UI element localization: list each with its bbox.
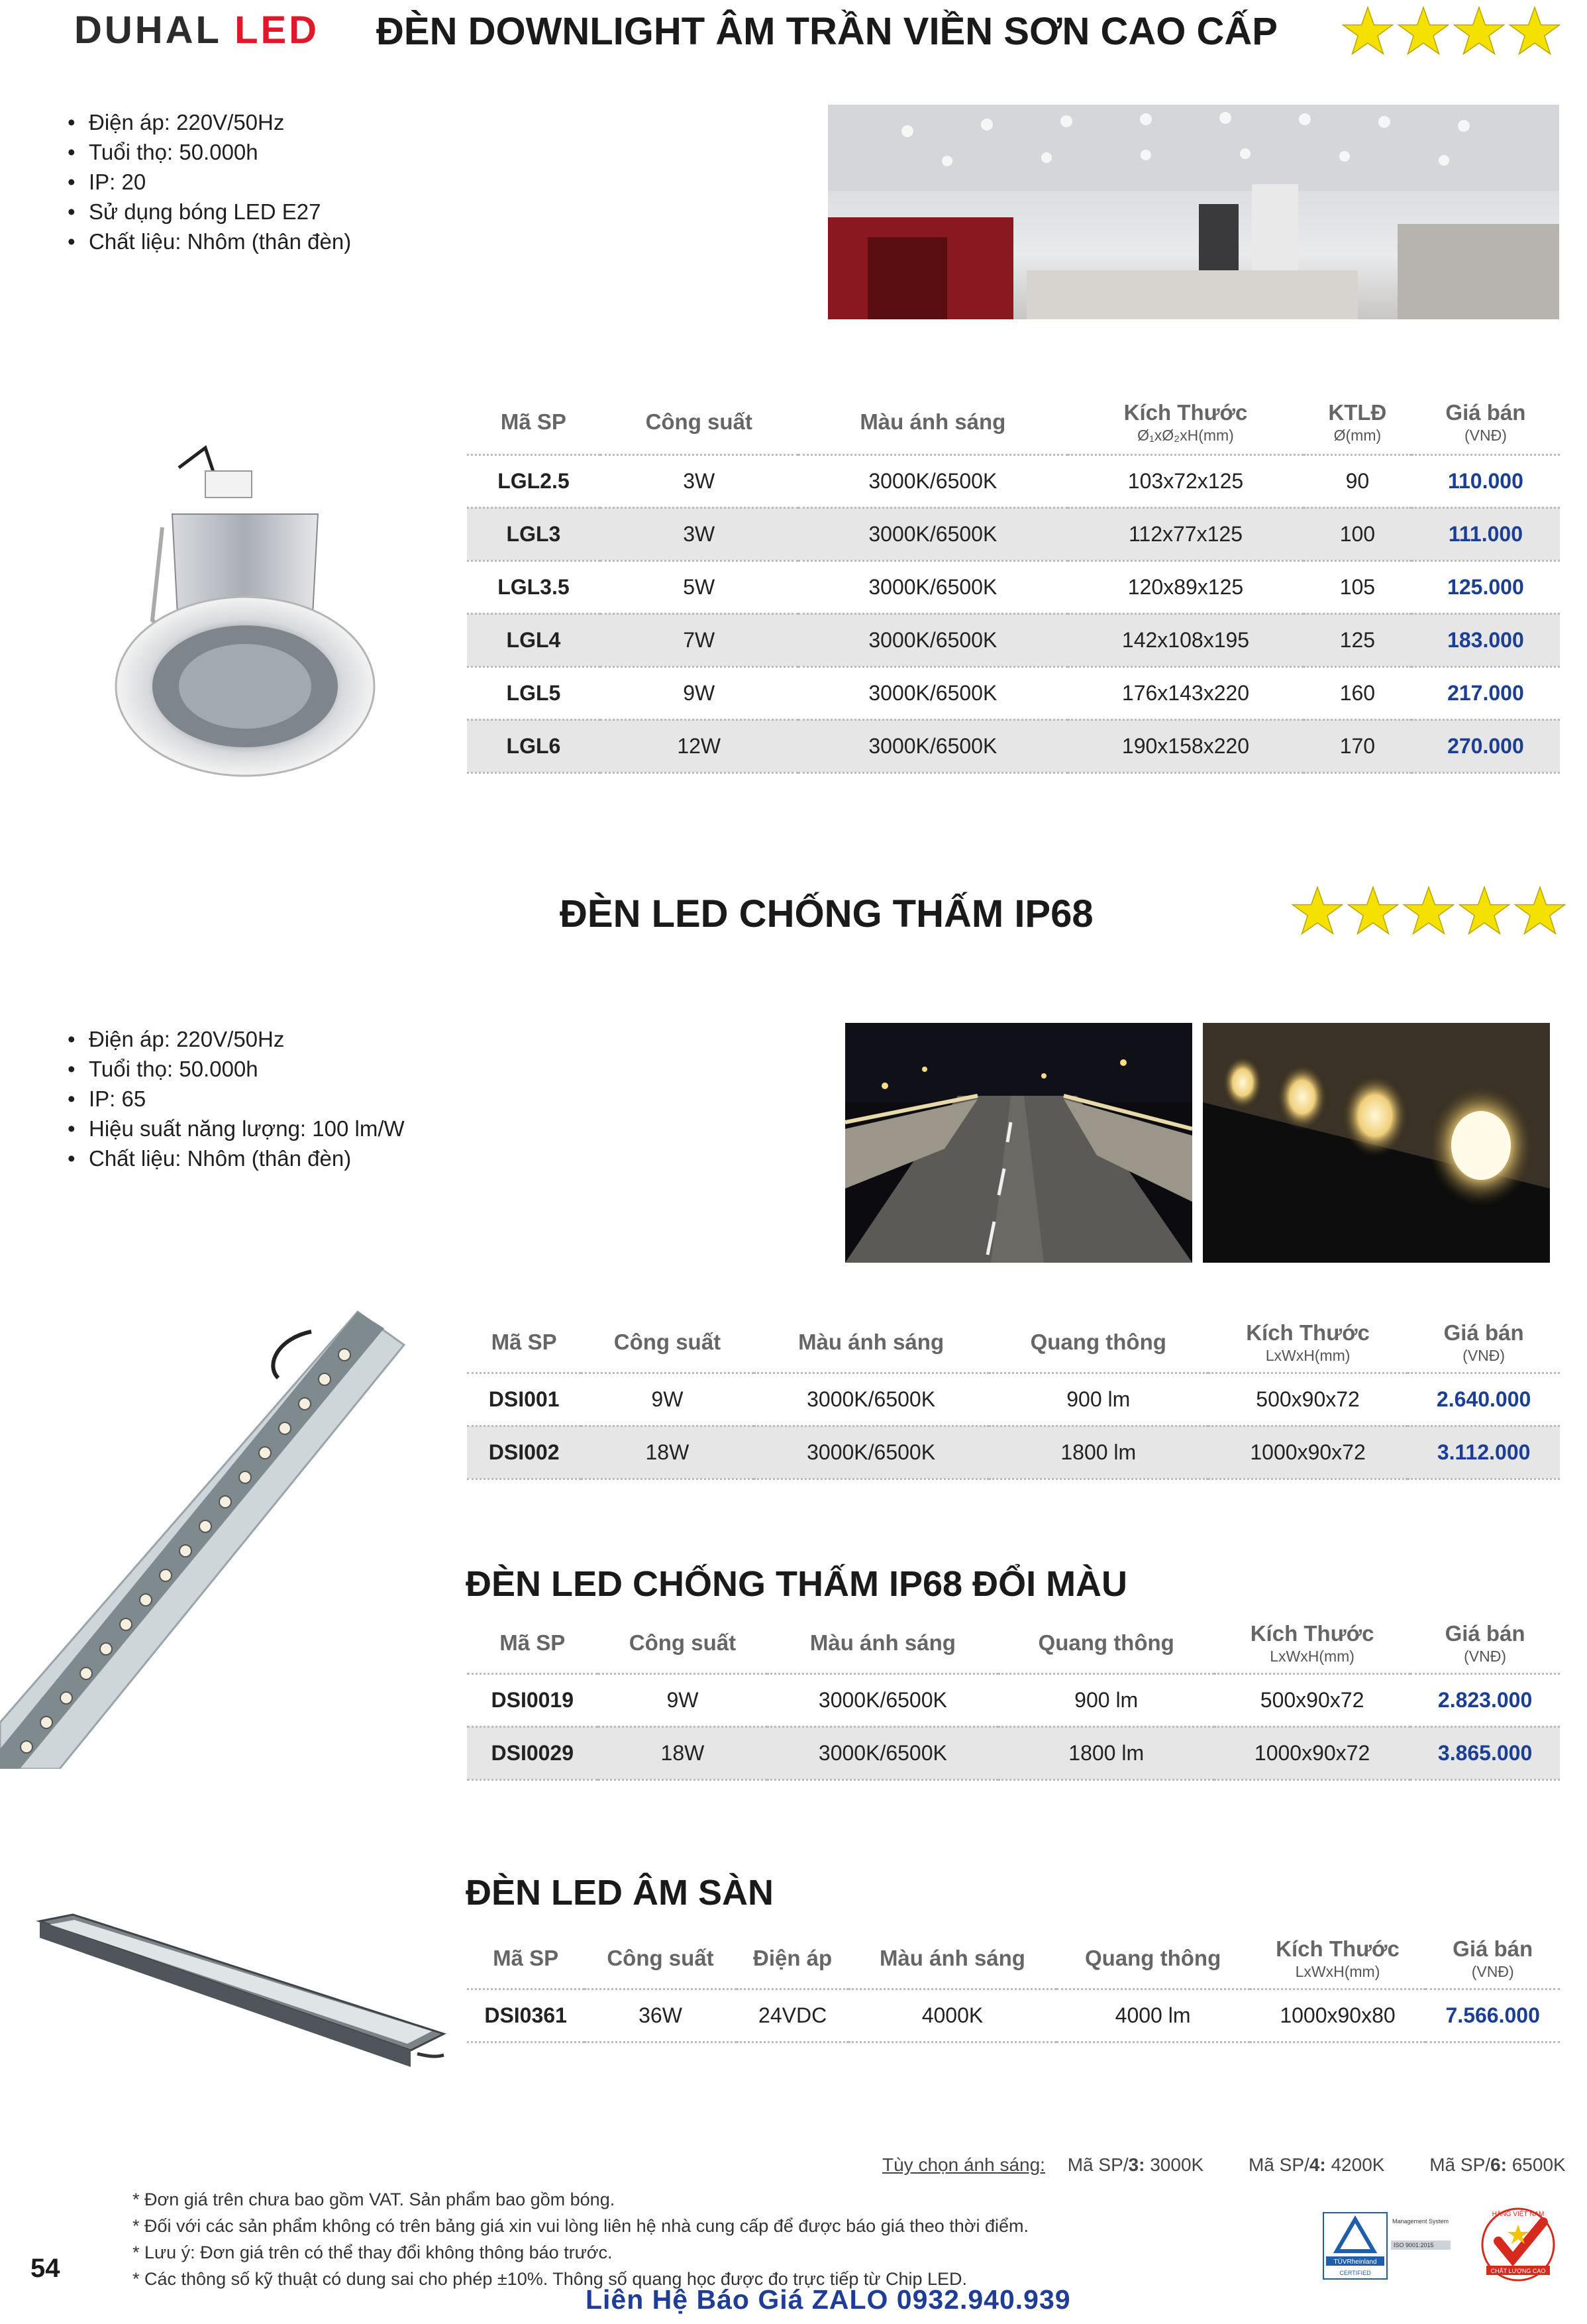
price-cell: 2.823.000 xyxy=(1410,1673,1560,1726)
table-cell: 3000K/6500K xyxy=(798,454,1068,507)
note-contact-supplier: * Đối với các sản phẩm không có trên bảng giá xin vui lòng liên hệ nhà cung cấp để được báo giá theo thời điểm. xyxy=(132,2216,1029,2236)
star-icon xyxy=(1347,885,1399,937)
svg-text:CERTIFIED: CERTIFIED xyxy=(1339,2270,1371,2276)
option-3000k: Mã SP/3: 3000K xyxy=(1067,2154,1204,2175)
table-row xyxy=(467,1426,1560,1479)
brand-logo xyxy=(74,8,319,52)
column-header: Điện áp xyxy=(737,1929,849,1989)
column-header: Mã SP xyxy=(467,1614,598,1673)
table-cell: 3000K/6500K xyxy=(754,1373,989,1426)
table-cell: 142x108x195 xyxy=(1068,613,1304,666)
price-cell: 125.000 xyxy=(1411,560,1560,613)
spec-item: • Sử dụng bóng LED E27 xyxy=(66,197,351,227)
table-cell: 500x90x72 xyxy=(1214,1673,1410,1726)
column-header: Màu ánh sáng xyxy=(754,1313,989,1373)
page-number: 54 xyxy=(30,2254,60,2283)
spec-item: • IP: 20 xyxy=(66,167,351,197)
table-cell: 112x77x125 xyxy=(1068,507,1304,560)
spec-item: • Chất liệu: Nhôm (thân đèn) xyxy=(66,227,351,256)
table-header-row xyxy=(467,1614,1560,1673)
brand-main: DUHAL xyxy=(74,9,221,52)
spec-item: • Tuổi thọ: 50.000h xyxy=(66,137,351,167)
section4-title: ĐÈN LED ÂM SÀN xyxy=(466,1873,774,1913)
table-row xyxy=(467,666,1560,719)
product-code: LGL3 xyxy=(467,507,600,560)
table-cell: 3000K/6500K xyxy=(767,1673,998,1726)
column-header: KTLĐ Ø(mm) xyxy=(1304,391,1411,454)
ceiling-photo xyxy=(828,105,1559,319)
table-cell: 90 xyxy=(1304,454,1411,507)
waterproof-price-table xyxy=(467,1313,1560,1480)
section1-title: ĐÈN DOWNLIGHT ÂM TRẦN VIỀN SƠN CAO CẤP xyxy=(376,10,1278,53)
section1-specs xyxy=(66,107,351,256)
section2-specs xyxy=(66,1024,405,1173)
led-bar-drawing xyxy=(0,1292,411,1769)
price-cell: 3.865.000 xyxy=(1410,1726,1560,1779)
table-cell: 170 xyxy=(1304,719,1411,772)
spec-item: • Tuổi thọ: 50.000h xyxy=(66,1054,405,1084)
vietnam-quality-logo xyxy=(1472,2205,1564,2286)
table-cell: 3000K/6500K xyxy=(798,666,1068,719)
product-code: DSI0029 xyxy=(467,1726,598,1779)
table-cell: 9W xyxy=(600,666,798,719)
table-row xyxy=(467,1989,1560,2042)
star-icon xyxy=(1292,885,1343,937)
price-cell: 270.000 xyxy=(1411,719,1560,772)
table-cell: 160 xyxy=(1304,666,1411,719)
table-cell: 1000x90x72 xyxy=(1214,1726,1410,1779)
table-cell: 120x89x125 xyxy=(1068,560,1304,613)
column-header: Quang thông xyxy=(998,1614,1214,1673)
inground-price-table xyxy=(467,1929,1560,2043)
svg-text:HÀNG VIỆT NAM: HÀNG VIỆT NAM xyxy=(1492,2211,1545,2218)
rgb-waterproof-price-table xyxy=(467,1614,1560,1781)
option-6500k: Mã SP/6: 6500K xyxy=(1429,2154,1566,2175)
table-cell: 190x158x220 xyxy=(1068,719,1304,772)
contact-line: Liên Hệ Báo Giá ZALO 0932.940.939 xyxy=(586,2284,1071,2315)
inground-light-image xyxy=(26,1908,450,2074)
table-cell: 3000K/6500K xyxy=(798,507,1068,560)
table-cell: 3000K/6500K xyxy=(754,1426,989,1479)
column-header: Công suất xyxy=(600,391,798,454)
table-cell: 5W xyxy=(600,560,798,613)
svg-text:ISO 9001:2015: ISO 9001:2015 xyxy=(1394,2242,1434,2248)
downlight-product-image xyxy=(99,421,391,778)
rating-stars-5 xyxy=(1292,885,1566,937)
column-header: Màu ánh sáng xyxy=(848,1929,1056,1989)
brand-accent: LED xyxy=(234,9,320,52)
note-price-change: * Lưu ý: Đơn giá trên có thể thay đổi không thông báo trước. xyxy=(132,2243,613,2262)
table-row xyxy=(467,507,1560,560)
spec-item: • Hiệu suất năng lượng: 100 lm/W xyxy=(66,1114,405,1143)
table-header-row xyxy=(467,1313,1560,1373)
table-cell: 125 xyxy=(1304,613,1411,666)
product-code: LGL6 xyxy=(467,719,600,772)
ceiling-photo-illustration xyxy=(828,105,1559,319)
table-cell: 4000K xyxy=(848,1989,1056,2042)
price-cell: 7.566.000 xyxy=(1425,1989,1560,2042)
rating-stars-4 xyxy=(1342,5,1561,57)
table-cell: 3W xyxy=(600,507,798,560)
table-cell: 1000x90x72 xyxy=(1208,1426,1408,1479)
column-header: Mã SP xyxy=(467,1313,581,1373)
spec-item: • Điện áp: 220V/50Hz xyxy=(66,107,351,137)
star-icon xyxy=(1453,5,1505,57)
star-icon xyxy=(1509,5,1561,57)
product-code: LGL3.5 xyxy=(467,560,600,613)
light-options xyxy=(882,2154,1566,2176)
note-vat: * Đơn giá trên chưa bao gồm VAT. Sản phẩm bao gồm bóng. xyxy=(132,2190,615,2209)
product-code: LGL4 xyxy=(467,613,600,666)
bridge-illustration xyxy=(845,1023,1192,1263)
svg-text:Management System: Management System xyxy=(1392,2218,1449,2225)
table-header-row xyxy=(467,1929,1560,1989)
price-cell: 183.000 xyxy=(1411,613,1560,666)
svg-text:CHẤT LƯỢNG CAO: CHẤT LƯỢNG CAO xyxy=(1490,2268,1546,2274)
table-row xyxy=(467,1673,1560,1726)
column-header: Giá bán (VNĐ) xyxy=(1411,391,1560,454)
table-cell: 3000K/6500K xyxy=(798,560,1068,613)
waterproof-bar-image xyxy=(0,1292,411,1769)
table-cell: 100 xyxy=(1304,507,1411,560)
price-cell: 2.640.000 xyxy=(1408,1373,1560,1426)
table-cell: 176x143x220 xyxy=(1068,666,1304,719)
table-cell: 103x72x125 xyxy=(1068,454,1304,507)
table-cell: 105 xyxy=(1304,560,1411,613)
table-cell: 12W xyxy=(600,719,798,772)
column-header: Giá bán (VNĐ) xyxy=(1408,1313,1560,1373)
column-header: Màu ánh sáng xyxy=(798,391,1068,454)
footnotes xyxy=(132,2186,1029,2292)
option-4200k: Mã SP/4: 4200K xyxy=(1248,2154,1385,2175)
table-cell: 1000x90x80 xyxy=(1250,1989,1426,2042)
column-header: Quang thông xyxy=(989,1313,1208,1373)
svg-text:TÜVRheinland: TÜVRheinland xyxy=(1333,2258,1377,2266)
column-header: Giá bán (VNĐ) xyxy=(1410,1614,1560,1673)
tuv-certification-badge xyxy=(1321,2210,1453,2282)
inground-light-drawing xyxy=(26,1908,450,2074)
table-cell: 18W xyxy=(581,1426,753,1479)
star-icon xyxy=(1459,885,1510,937)
downlight-price-table xyxy=(467,391,1560,774)
table-cell: 900 lm xyxy=(998,1673,1214,1726)
column-header: Giá bán (VNĐ) xyxy=(1425,1929,1560,1989)
section3-title: ĐÈN LED CHỐNG THẤM IP68 ĐỔI MÀU xyxy=(466,1564,1128,1604)
column-header: Mã SP xyxy=(467,391,600,454)
table-cell: 3000K/6500K xyxy=(798,719,1068,772)
table-cell: 1800 lm xyxy=(998,1726,1214,1779)
table-cell: 36W xyxy=(584,1989,737,2042)
column-header: Quang thông xyxy=(1056,1929,1250,1989)
table-cell: 4000 lm xyxy=(1056,1989,1250,2042)
note-tolerance: * Các thông số kỹ thuật có dung sai cho phép ±10%. Thông số quang học được đo trực tiếp từ Chip LED. xyxy=(132,2269,967,2289)
wall-lights-photo xyxy=(1203,1023,1550,1263)
price-cell: 217.000 xyxy=(1411,666,1560,719)
table-header-row xyxy=(467,391,1560,454)
table-row xyxy=(467,1373,1560,1426)
column-header: Kích Thước LxWxH(mm) xyxy=(1250,1929,1426,1989)
spec-item: • IP: 65 xyxy=(66,1084,405,1114)
star-icon xyxy=(1342,5,1394,57)
spec-item: • Chất liệu: Nhôm (thân đèn) xyxy=(66,1143,405,1173)
tuv-logo xyxy=(1321,2210,1453,2282)
table-cell: 18W xyxy=(598,1726,768,1779)
wall-lights-illustration xyxy=(1203,1023,1550,1263)
product-code: DSI0019 xyxy=(467,1673,598,1726)
table-row xyxy=(467,560,1560,613)
table-cell: 500x90x72 xyxy=(1208,1373,1408,1426)
star-icon xyxy=(1514,885,1566,937)
column-header: Mã SP xyxy=(467,1929,584,1989)
star-icon xyxy=(1398,5,1449,57)
table-cell: 7W xyxy=(600,613,798,666)
vietnam-quality-badge xyxy=(1472,2205,1564,2286)
price-cell: 3.112.000 xyxy=(1408,1426,1560,1479)
column-header: Kích Thước Ø₁xØ₂xH(mm) xyxy=(1068,391,1304,454)
product-code: LGL2.5 xyxy=(467,454,600,507)
product-code: DSI0361 xyxy=(467,1989,584,2042)
section2-title: ĐÈN LED CHỐNG THẤM IP68 xyxy=(560,892,1094,935)
column-header: Kích Thước LxWxH(mm) xyxy=(1208,1313,1408,1373)
table-cell: 9W xyxy=(598,1673,768,1726)
table-row xyxy=(467,454,1560,507)
table-cell: 24VDC xyxy=(737,1989,849,2042)
table-row xyxy=(467,613,1560,666)
table-row xyxy=(467,719,1560,772)
product-code: DSI002 xyxy=(467,1426,581,1479)
column-header: Kích Thước LxWxH(mm) xyxy=(1214,1614,1410,1673)
spec-item: • Điện áp: 220V/50Hz xyxy=(66,1024,405,1054)
table-row xyxy=(467,1726,1560,1779)
column-header: Công suất xyxy=(581,1313,753,1373)
product-code: DSI001 xyxy=(467,1373,581,1426)
table-cell: 3W xyxy=(600,454,798,507)
column-header: Công suất xyxy=(584,1929,737,1989)
light-options-label: Tùy chọn ánh sáng: xyxy=(882,2154,1045,2175)
table-cell: 1800 lm xyxy=(989,1426,1208,1479)
star-icon xyxy=(1403,885,1455,937)
column-header: Công suất xyxy=(598,1614,768,1673)
table-cell: 3000K/6500K xyxy=(767,1726,998,1779)
table-cell: 3000K/6500K xyxy=(798,613,1068,666)
price-cell: 111.000 xyxy=(1411,507,1560,560)
table-cell: 9W xyxy=(581,1373,753,1426)
price-cell: 110.000 xyxy=(1411,454,1560,507)
product-code: LGL5 xyxy=(467,666,600,719)
column-header: Màu ánh sáng xyxy=(767,1614,998,1673)
bridge-night-photo xyxy=(845,1023,1192,1263)
table-cell: 900 lm xyxy=(989,1373,1208,1426)
downlight-drawing xyxy=(99,421,391,778)
